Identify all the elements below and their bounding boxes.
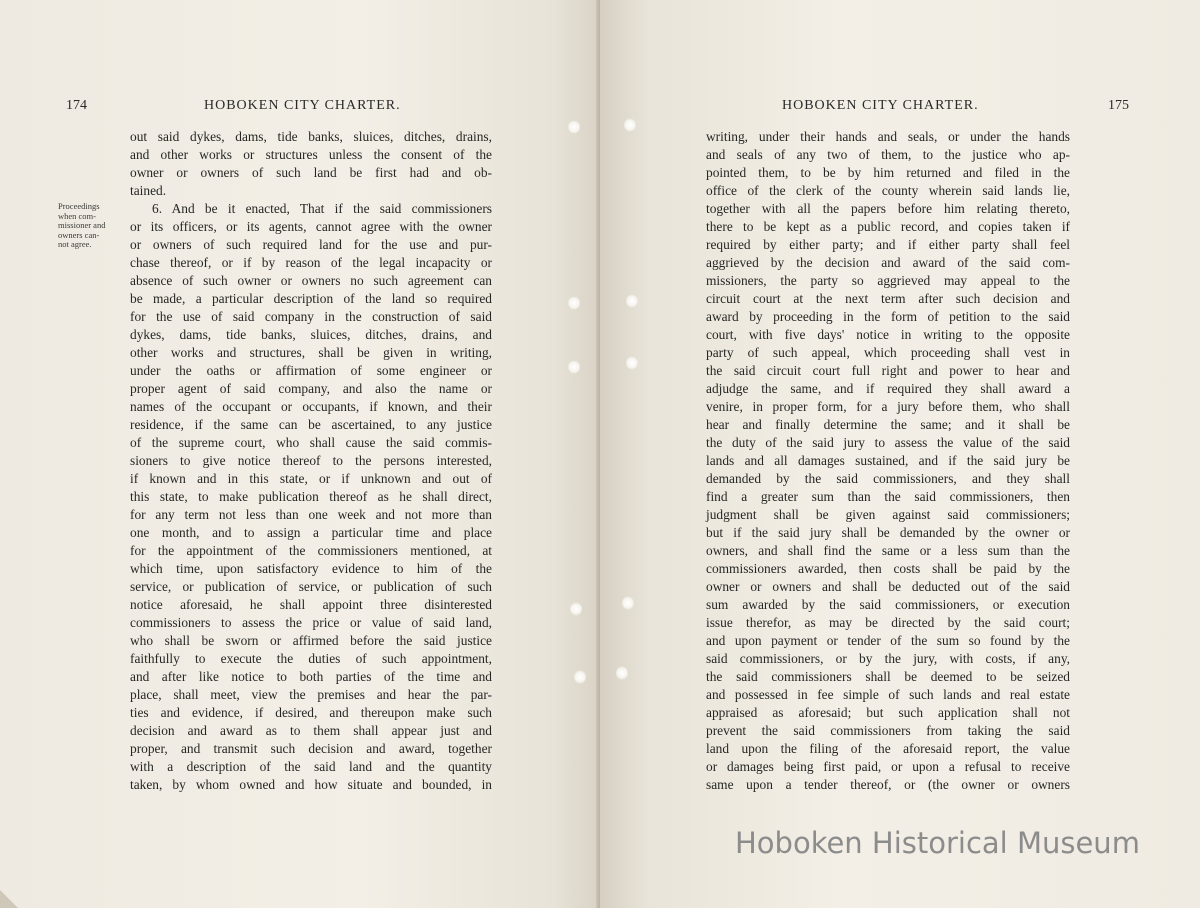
- text-line: demanded by the said commissioners, and they shall: [706, 471, 1070, 486]
- text-line: for the appointment of the commissioners mentioned, at: [130, 543, 492, 558]
- text-line: required by either party; and if either party shall feel: [706, 237, 1070, 252]
- text-line: find a greater sum than the said commissioners, then: [706, 489, 1070, 504]
- left-running-head: HOBOKEN CITY CHARTER.: [204, 98, 401, 113]
- text-line: appraised as aforesaid; but such application shall not: [706, 705, 1070, 720]
- binding-hole: [624, 118, 636, 132]
- text-line: commissioners awarded, then costs shall be paid by the: [706, 561, 1070, 576]
- museum-watermark: Hoboken Historical Museum: [735, 826, 1140, 860]
- text-line: office of the clerk of the county wherein said lands lie,: [706, 183, 1070, 198]
- text-line: aggrieved by the decision and award of the said com-: [706, 255, 1070, 270]
- binding-hole: [568, 360, 580, 374]
- binding-hole: [626, 294, 638, 308]
- text-line: but if the said jury shall be demanded by the owner or: [706, 525, 1070, 540]
- text-line: hear and finally determine the same; and it shall be: [706, 417, 1070, 432]
- text-line: or owners of such required land for the use and pur-: [130, 237, 492, 252]
- text-line: writing, under their hands and seals, or under the hands: [706, 129, 1070, 144]
- right-running-head: HOBOKEN CITY CHARTER.: [782, 98, 979, 113]
- text-line: notice aforesaid, he shall appoint three disinterested: [130, 597, 492, 612]
- text-line: chase thereof, or if by reason of the legal incapacity or: [130, 255, 492, 270]
- text-line: of the supreme court, who shall cause the said commis-: [130, 435, 492, 450]
- text-line: one month, and to assign a particular time and place: [130, 525, 492, 540]
- binding-hole: [570, 602, 582, 616]
- text-line: circuit court at the next term after such decision and: [706, 291, 1070, 306]
- text-line: party of such appeal, which proceeding shall vest in: [706, 345, 1070, 360]
- binding-hole: [622, 596, 634, 610]
- text-line: with a description of the said land and the quantity: [130, 759, 492, 774]
- text-line: and seals of any two of them, to the justice who ap-: [706, 147, 1070, 162]
- text-line: owner or owners of such land be first had and ob-: [130, 165, 492, 180]
- text-line: under the oaths or affirmation of some engineer or: [130, 363, 492, 378]
- text-line: together with all the papers before him relating thereto,: [706, 201, 1070, 216]
- text-line: the duty of the said jury to assess the value of the said: [706, 435, 1070, 450]
- text-line: or its officers, or its agents, cannot agree with the owner: [130, 219, 492, 234]
- binding-hole: [626, 356, 638, 370]
- text-line: judgment shall be given against said commissioners;: [706, 507, 1070, 522]
- text-line: same upon a tender thereof, or (the owner or owners: [706, 777, 1070, 792]
- text-line: commissioners to assess the price or value of said land,: [130, 615, 492, 630]
- text-line: and upon payment or tender of the sum so found by the: [706, 633, 1070, 648]
- text-line: or damages being first paid, or upon a refusal to receive: [706, 759, 1070, 774]
- text-line: and other works or structures unless the consent of the: [130, 147, 492, 162]
- text-line: absence of such owner or owners no such agreement can: [130, 273, 492, 288]
- text-line: be made, a particular description of the land so required: [130, 291, 492, 306]
- text-line: prevent the said commissioners from taking the said: [706, 723, 1070, 738]
- binding-hole: [568, 296, 580, 310]
- margin-note-line: not agree.: [58, 239, 92, 250]
- text-line: taken, by whom owned and how situate and bounded, in: [130, 777, 492, 792]
- text-line: decision and award as to them shall appear just and: [130, 723, 492, 738]
- text-line: sum awarded by the said commissioners, or execution: [706, 597, 1070, 612]
- text-line: for any term not less than one week and not more than: [130, 507, 492, 522]
- text-line: owner or owners and shall be deducted out of the said: [706, 579, 1070, 594]
- text-line: place, shall meet, view the premises and hear the par-: [130, 687, 492, 702]
- text-line: there to be kept as a public record, and copies taken if: [706, 219, 1070, 234]
- margin-note-line: when com-: [58, 210, 97, 221]
- right-page-number: 175: [1108, 98, 1129, 113]
- binding-hole: [574, 670, 586, 684]
- text-line: proper agent of said company, and also the name or: [130, 381, 492, 396]
- binding-hole: [616, 666, 628, 680]
- text-line: ties and evidence, if desired, and thereupon make such: [130, 705, 492, 720]
- text-line: which time, upon satisfactory evidence to him of the: [130, 561, 492, 576]
- text-line: proper, and transmit such decision and award, together: [130, 741, 492, 756]
- text-line: out said dykes, dams, tide banks, sluices, ditches, drains,: [130, 129, 492, 144]
- text-line: names of the occupant or occupants, if known, and their: [130, 399, 492, 414]
- text-line: sioners to give notice thereof to the persons interested,: [130, 453, 492, 468]
- text-line: court, with five days' notice in writing to the opposite: [706, 327, 1070, 342]
- text-line: adjudge the same, and if required they shall award a: [706, 381, 1070, 396]
- margin-note-line: missioner and: [58, 220, 106, 231]
- text-line: and possessed in fee simple of such lands and real estate: [706, 687, 1070, 702]
- text-line: the said commissioners shall be deemed to be seized: [706, 669, 1070, 684]
- text-line: for the use of said company in the construction of said: [130, 309, 492, 324]
- page-corner-fold: [0, 890, 18, 908]
- margin-note: [58, 202, 128, 250]
- text-line: issue therefor, as may be directed by the said court;: [706, 615, 1070, 630]
- left-page-number: 174: [66, 98, 87, 113]
- right-body-text: [706, 128, 1070, 794]
- right-page: [600, 0, 1200, 908]
- text-line: faithfully to execute the duties of such appointment,: [130, 651, 492, 666]
- text-line: said commissioners, or by the jury, with costs, if any,: [706, 651, 1070, 666]
- margin-note-line: owners can-: [58, 229, 100, 240]
- text-line: lands and all damages sustained, and if the said jury be: [706, 453, 1070, 468]
- text-line: land upon the filing of the aforesaid report, the value: [706, 741, 1070, 756]
- text-line: award by proceeding in the form of petition to the said: [706, 309, 1070, 324]
- text-line: pointed them, to be by him returned and filed in the: [706, 165, 1070, 180]
- left-body-text: [130, 128, 492, 794]
- section-6-start: 6. And be it enacted, That if the said commissioners: [152, 201, 492, 216]
- text-line: the said circuit court full right and power to hear and: [706, 363, 1070, 378]
- margin-note-line: Proceedings: [58, 201, 100, 211]
- text-line: residence, if the same can be ascertained, to any justice: [130, 417, 492, 432]
- text-line: if known and in this state, or if unknown and out of: [130, 471, 492, 486]
- text-line: dykes, dams, tide banks, sluices, ditches, drains, and: [130, 327, 492, 342]
- text-line: owners, and shall find the same or a less sum than the: [706, 543, 1070, 558]
- text-line: other works and structures, shall be given in writing,: [130, 345, 492, 360]
- text-line: missioners, the party so aggrieved may appeal to the: [706, 273, 1070, 288]
- text-line: tained.: [130, 183, 167, 198]
- text-line: service, or publication of service, or publication of such: [130, 579, 492, 594]
- text-line: who shall be sworn or affirmed before the said justice: [130, 633, 492, 648]
- text-line: this state, to make publication thereof as he shall direct,: [130, 489, 492, 504]
- text-line: and after like notice to both parties of the time and: [130, 669, 492, 684]
- text-line: venire, in proper form, for a jury before them, who shall: [706, 399, 1070, 414]
- binding-hole: [568, 120, 580, 134]
